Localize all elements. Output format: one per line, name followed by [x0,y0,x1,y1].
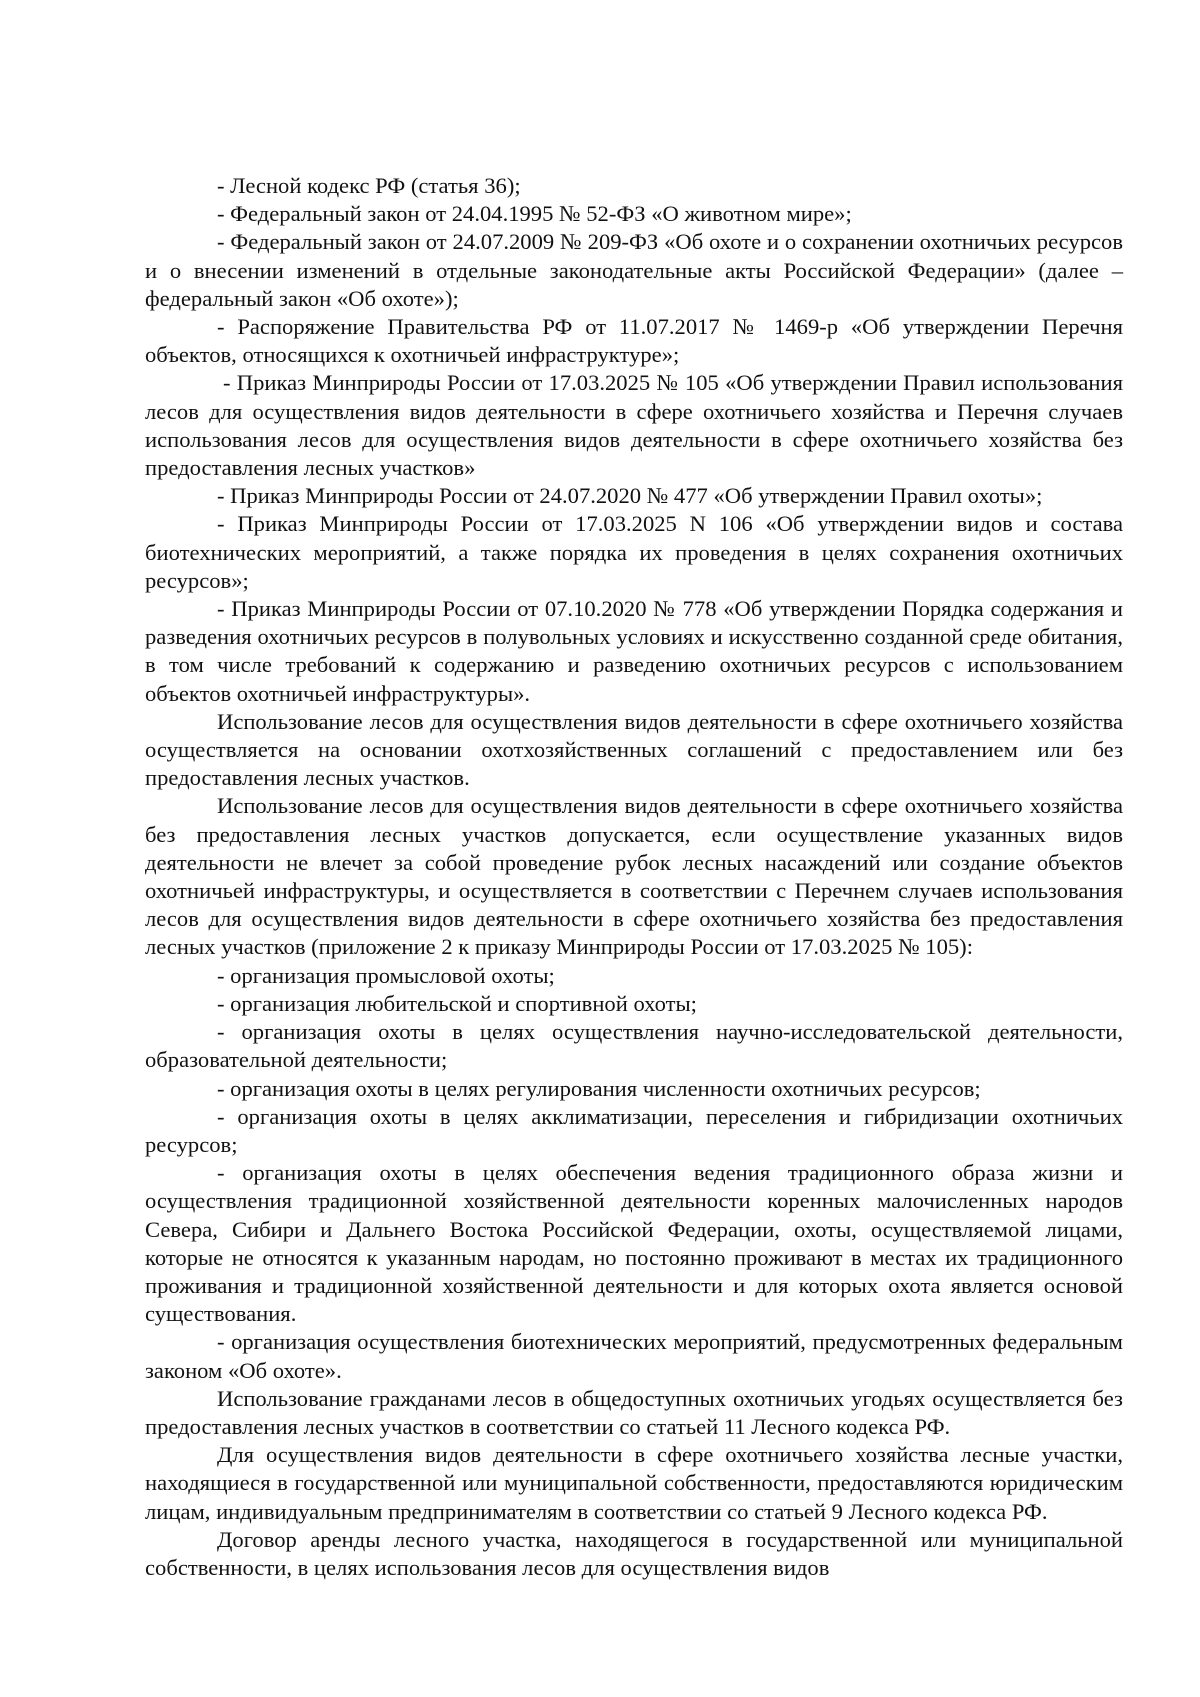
list-item-biotechnical-measures: - организация осуществления биотехнических мероприятий, предусмотренных федеральным законом «Об охоте». [145,1329,1123,1383]
body-paragraph-usage-without-plots: Использование лесов для осуществления видов деятельности в сфере охотничьего хозяйства без предоставления лесных участков допускается, если осуществление указанных видов деятельности не влечет за собой проведение рубок лесных насаждений или создание объектов охотничьей инфраструктуры, и осуществляется в соответствии с Перечнем случаев использования лесов для осуществления видов деятельности в сфере охотничьего хозяйства без предоставления лесных участков (приложение 2 к приказу Минприроды России от 17.03.2025 № 105): [145,793,1123,960]
body-paragraph-public-grounds: Использование гражданами лесов в общедоступных охотничьих угодьях осуществляется без предоставления лесных участков в соответствии со статьей 11 Лесного кодекса РФ. [145,1385,1123,1439]
document-page [145,172,1123,1582]
list-item-law-animal-world: - Федеральный закон от 24.04.1995 № 52-ФЗ «О животном мире»; [217,201,852,227]
list-item-order-106: - Приказ Минприроды России от 17.03.2025 N 106 «Об утверждении видов и состава биотехнических мероприятий, а также порядка их проведения в целях сохранения охотничьих ресурсов»; [145,511,1123,593]
body-paragraph-plots-provision: Для осуществления видов деятельности в сфере охотничьего хозяйства лесные участки, находящиеся в государственной или муниципальной собственности, предоставляются юридическим лицам, индивидуальным предпринимателям в соответствии со статьей 9 Лесного кодекса РФ. [145,1442,1123,1524]
list-item-regulation-hunting: - организация охоты в целях регулирования численности охотничьих ресурсов; [217,1075,981,1101]
list-item-order-778: - Приказ Минприроды России от 07.10.2020 № 778 «Об утверждении Порядка содержания и разведения охотничьих ресурсов в полувольных условиях и искусственно созданной среде обитания, в том числе требований к содержанию и разведению охотничьих ресурсов с использованием объектов охотничьей инфраструктуры». [145,596,1123,706]
list-item-commercial-hunting: - организация промысловой охоты; [217,962,555,988]
list-item-order-477: - Приказ Минприроды России от 24.07.2020 № 477 «Об утверждении Правил охоты»; [217,483,1043,509]
list-item-order-105: - Приказ Минприроды России от 17.03.2025 № 105 «Об утверждении Правил использования лесов для осуществления видов деятельности в сфере охотничьего хозяйства и Перечня случаев использования лесов для осуществления видов деятельности в сфере охотничьего хозяйства без предоставления лесных участков» [145,370,1123,481]
body-paragraph-lease-agreement: Договор аренды лесного участка, находящегося в государственной или муниципальной собственности, в целях использования лесов для осуществления видов [145,1526,1123,1580]
list-item-traditional-hunting: - организация охоты в целях обеспечения ведения традиционного образа жизни и осуществления традиционной хозяйственной деятельности коренных малочисленных народов Севера, Сибири и Дальнего Востока Российской Федерации, охоты, осуществляемой лицами, которые не относятся к указанным народам, но постоянно проживают в местах их традиционного проживания и традиционной хозяйственной деятельности и для которых охота является основой существования. [145,1160,1123,1327]
list-item-forest-code: - Лесной кодекс РФ (статья 36); [217,173,521,198]
list-item-amateur-hunting: - организация любительской и спортивной охоты; [217,990,697,1016]
list-item-acclimatization-hunting: - организация охоты в целях акклиматизации, переселения и гибридизации охотничьих ресурсов; [145,1103,1123,1157]
body-paragraph-usage-basis: Использование лесов для осуществления видов деятельности в сфере охотничьего хозяйства осуществляется на основании охотхозяйственных соглашений с предоставлением или без предоставления лесных участков. [145,708,1123,791]
list-item-government-order: - Распоряжение Правительства РФ от 11.07.2017 № 1469-р «Об утверждении Перечня объектов, относящихся к охотничьей инфраструктуре»; [145,314,1123,368]
list-item-research-hunting: - организация охоты в целях осуществления научно-исследовательской деятельности, образовательной деятельности; [145,1019,1123,1073]
list-item-law-hunting: - Федеральный закон от 24.07.2009 № 209-ФЗ «Об охоте и о сохранении охотничьих ресурсов и о внесении изменений в отдельные законодательные акты Российской Федерации» (далее – федеральный закон «Об охоте»); [145,229,1123,311]
